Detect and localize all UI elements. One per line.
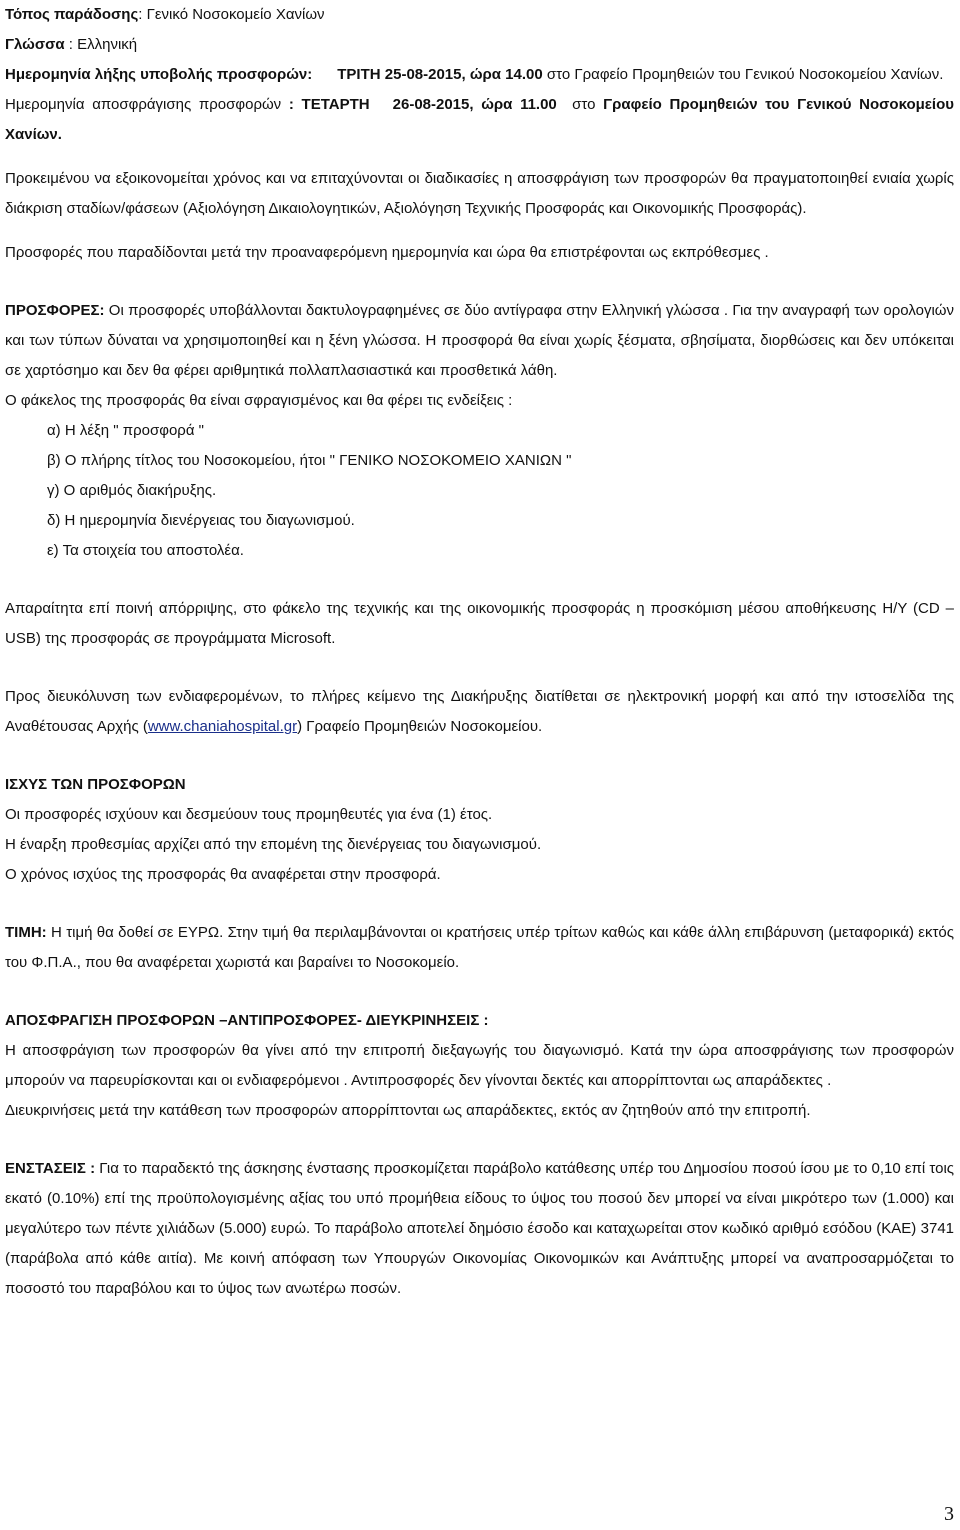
- delivery-place-line: [5, 0, 954, 30]
- opening-date-line: [5, 90, 954, 150]
- deadline-value: ΤΡΙΤΗ 25-08-2015, ώρα 14.00: [337, 66, 543, 83]
- offers-paragraph: [5, 296, 954, 386]
- paragraph-late-offers: Προσφορές που παραδίδονται μετά την προαναφερόμενη ημερομηνία και ώρα θα επιστρέφονται ως εκπρόθεσμες .: [5, 244, 769, 261]
- opening-date-mid: στο: [556, 96, 604, 113]
- objections-text: Για το παραδεκτό της άσκησης ένστασης προσκομίζεται παράβολο κατάθεσης υπέρ του Δημοσίου ποσού ίσου με το 0,10 επί τοις εκατό (0.10%) επί της προϋπολογισμένης αξίας του υπό προμήθεια είδους το ύψος του ποσού δεν μπορεί να είναι μικρότερο των (1.000) και μεγαλύτερο των πέντε χιλιάδων (5.000) ευρώ. Το παράβολο αποτελεί δημόσιο έσοδο και καταχωρείται στον κωδικό αριθμό εσόδου (ΚΑΕ) 3741 (παράβολα από κάθε αιτία). Με κοινή απόφαση των Υπουργών Οικονομίας Οικονομικών και Ανάπτυξης μπορεί να αναπροσαρμόζεται το ποσοστό του παραβόλου και το ύψος των ανωτέρω ποσών.: [5, 1160, 955, 1297]
- website-link[interactable]: www.chaniahospital.gr: [147, 718, 298, 735]
- delivery-place-value: : Γενικό Νοσοκομείο Χανίων: [138, 6, 325, 23]
- delivery-place-label: Τόπος παράδοσης: [5, 6, 139, 23]
- opening-date-rest: Γραφείο Προμηθειών του Γενικού Νοσοκομείου Χανίων.: [5, 96, 954, 143]
- deadline-line: [5, 60, 954, 90]
- paragraph-unified-opening: Προκειμένου να εξοικονομείται χρόνος και να επιταχύνονται οι διαδικασίες η αποσφράγιση των προσφορών θα πραγματοποιηθεί ενιαία χωρίς διάκριση σταδίων/φάσεων (Αξιολόγηση Δικαιολογητικών, Αξιολόγηση Τεχνικής Προσφοράς και Οικονομικής Προσφοράς).: [5, 170, 954, 217]
- envelope-item: α) Η λέξη " προσφορά ": [47, 422, 204, 439]
- validity-heading: ΙΣΧΥΣ ΤΩΝ ΠΡΟΣΦΟΡΩΝ: [5, 776, 186, 793]
- deadline-rest: στο Γραφείο Προμηθειών του Γενικού Νοσοκομείου Χανίων.: [542, 66, 944, 83]
- envelope-item: β) Ο πλήρης τίτλος του Νοσοκομείου, ήτοι " ΓΕΝΙΚΟ ΝΟΣΟΚΟΜΕΙΟ ΧΑΝΙΩΝ ": [47, 452, 572, 469]
- website-text-after: ) Γραφείο Προμηθειών Νοσοκομείου.: [297, 718, 543, 735]
- deadline-label: Ημερομηνία λήξης υποβολής προσφορών:: [5, 66, 313, 83]
- page-number: 3: [944, 1503, 954, 1525]
- website-text-before: Προς διευκόλυνση των ενδιαφερομένων, το πλήρες κείμενο της Διακήρυξης διατίθεται σε ηλεκτρονική μορφή και από την ιστοσελίδα της Αναθέτουσας Αρχής (: [5, 688, 954, 735]
- validity-line: Η έναρξη προθεσμίας αρχίζει από την επομένη της διενέργειας του διαγωνισμού.: [5, 836, 542, 853]
- deadline-pad: [312, 66, 337, 83]
- price-paragraph: [5, 918, 954, 978]
- paragraph-storage-media: Απαραίτητα επί ποινή απόρριψης, στο φάκελο της τεχνικής και της οικονομικής προσφοράς η προσκόμιση μέσου αποθήκευσης Η/Υ (CD – USB) της προσφοράς σε προγράμματα Microsoft.: [5, 600, 954, 647]
- offers-text: Οι προσφορές υποβάλλονται δακτυλογραφημένες σε δύο αντίγραφα στην Ελληνική γλώσσα . Για την αναγραφή των ορολογιών και των τύπων δύναται να χρησιμοποιηθεί και η ξένη γλώσσα. Η προσφορά θα είναι χωρίς ξέσματα, σβησίματα, διορθώσεις και δεν υπόκειται σε χαρτόσημο και δεν θα φέρει αριθμητικά πολλαπλασιαστικά και προσθετικά λάθη.: [5, 302, 954, 379]
- language-value: : Ελληνική: [64, 36, 138, 53]
- objections-label: ΕΝΣΤΑΣΕΙΣ :: [5, 1160, 96, 1177]
- validity-line: Ο χρόνος ισχύος της προσφοράς θα αναφέρεται στην προσφορά.: [5, 866, 441, 883]
- price-label: ΤΙΜΗ:: [5, 924, 47, 941]
- opening-date-label: Ημερομηνία αποσφράγισης προσφορών: [5, 96, 282, 113]
- validity-line: Οι προσφορές ισχύουν και δεσμεύουν τους προμηθευτές για ένα (1) έτος.: [5, 806, 493, 823]
- paragraph-website: [5, 682, 954, 742]
- objections-paragraph: [5, 1154, 954, 1304]
- opening-date-value: : ΤΕΤΑΡΤΗ 26-08-2015, ώρα 11.00: [281, 96, 557, 113]
- envelope-intro: Ο φάκελος της προσφοράς θα είναι σφραγισμένος και θα φέρει τις ενδείξεις :: [5, 392, 513, 409]
- language-line: [5, 30, 954, 60]
- envelope-item: ε) Τα στοιχεία του αποστολέα.: [47, 542, 244, 559]
- envelope-item: δ) Η ημερομηνία διενέργειας του διαγωνισμού.: [47, 512, 355, 529]
- envelope-item: γ) Ο αριθμός διακήρυξης.: [47, 482, 217, 499]
- opening-heading: ΑΠΟΣΦΡΑΓΙΣΗ ΠΡΟΣΦΟΡΩΝ –ΑΝΤΙΠΡΟΣΦΟΡΕΣ- ΔΙΕΥΚΡΙΝΗΣΕΙΣ :: [5, 1012, 489, 1029]
- offers-label: ΠΡΟΣΦΟΡΕΣ:: [5, 302, 105, 319]
- clarifications-paragraph: Διευκρινήσεις μετά την κατάθεση των προσφορών απορρίπτονται ως απαράδεκτες, εκτός αν ζητηθούν από την επιτροπή.: [5, 1102, 811, 1119]
- language-label: Γλώσσα: [5, 36, 65, 53]
- opening-paragraph: Η αποσφράγιση των προσφορών θα γίνει από την επιτροπή διεξαγωγής του διαγωνισμό. Κατά την ώρα αποσφράγισης των προσφορών μπορούν να παρευρίσκονται και οι ενδιαφερόμενοι . Αντιπροσφορές δεν γίνονται δεκτές και απορρίπτονται ως απαράδεκτες .: [5, 1042, 954, 1089]
- price-text: Η τιμή θα δοθεί σε ΕΥΡΩ. Στην τιμή θα περιλαμβάνονται οι κρατήσεις υπέρ τρίτων καθώς και κάθε άλλη επιβάρυνση (μεταφορικά) εκτός του Φ.Π.Α., που θα αναφέρεται χωριστά και βαραίνει το Νοσοκομείο.: [5, 924, 954, 971]
